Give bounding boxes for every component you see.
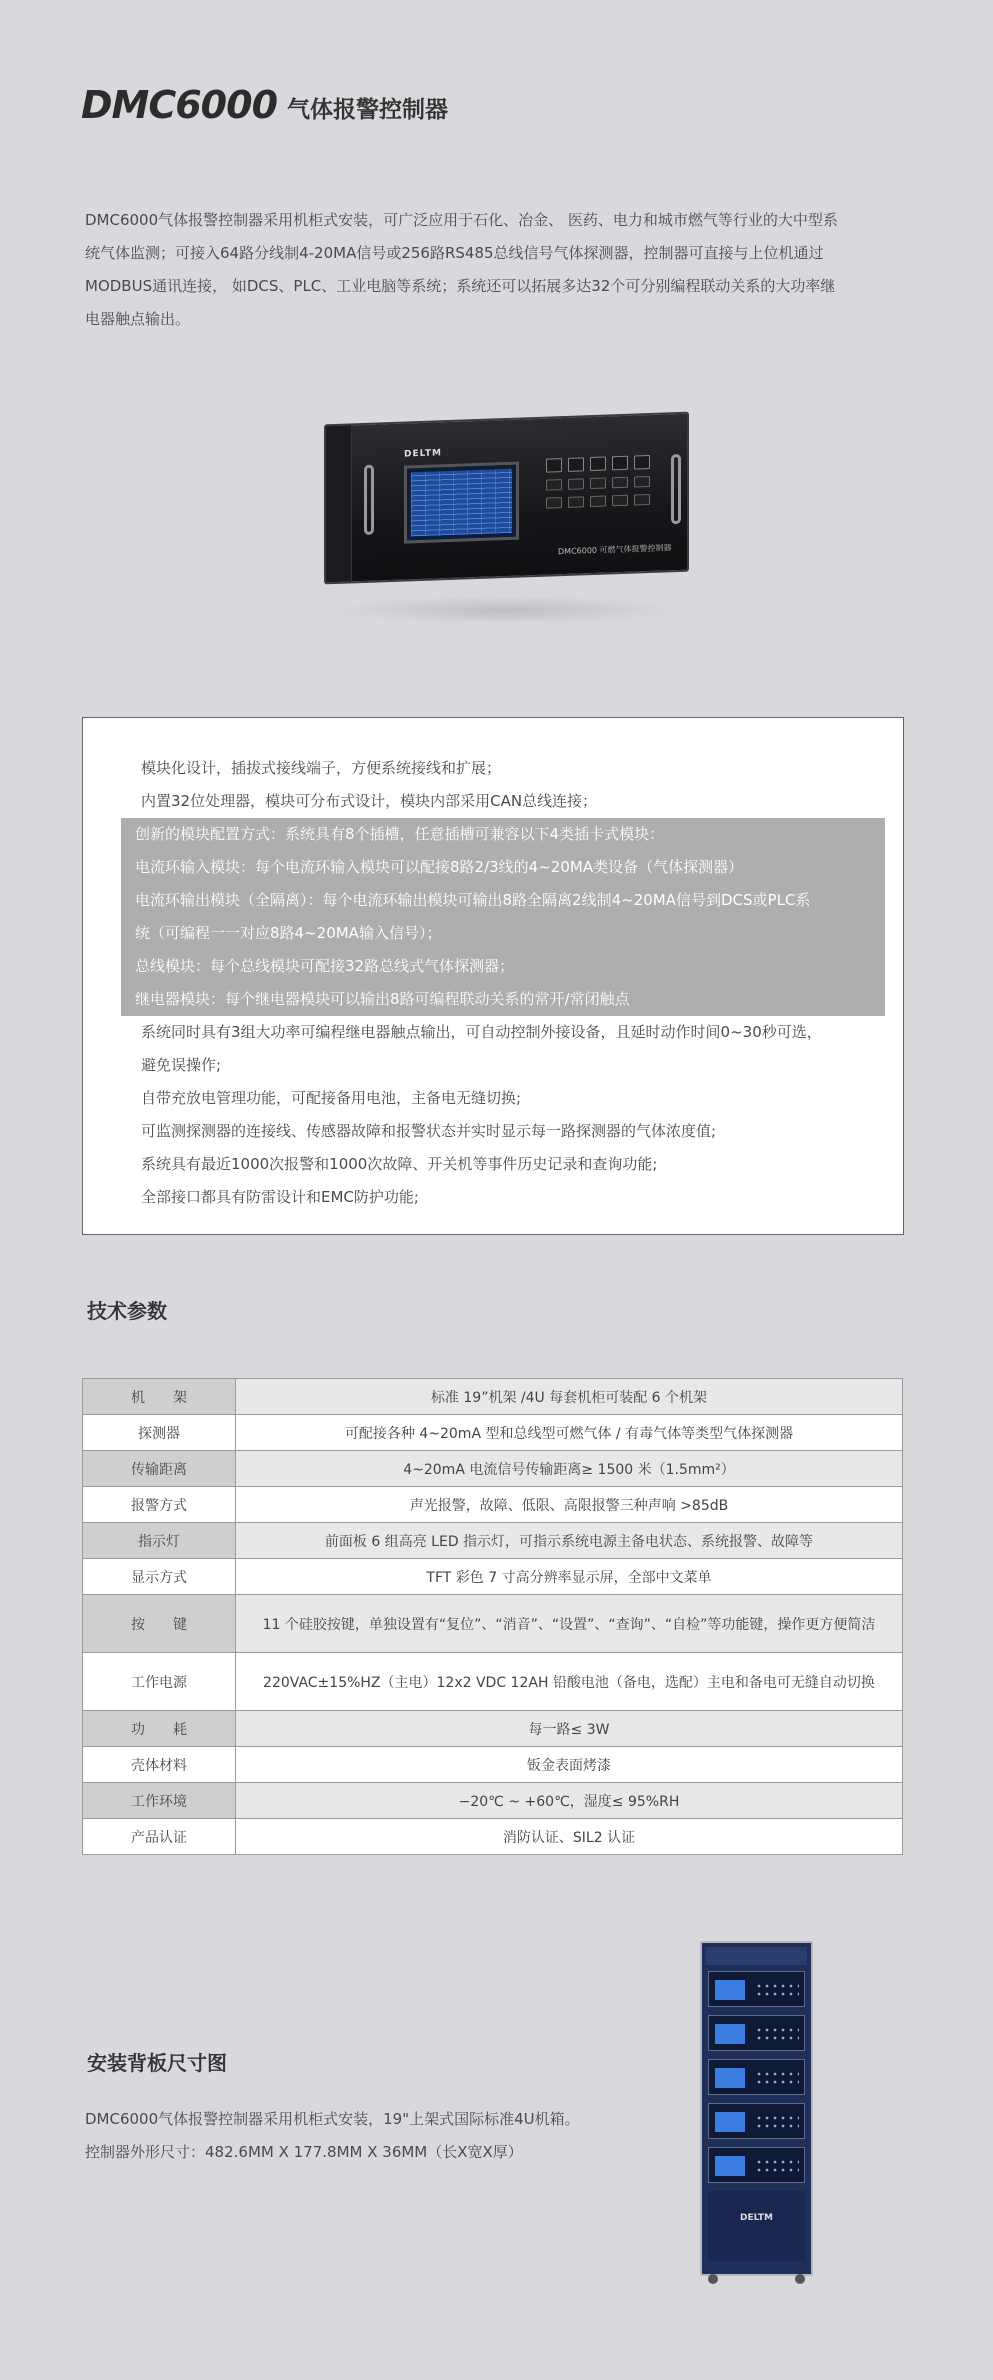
spec-value: 前面板 6 组高亮 LED 指示灯，可指示系统电源主备电状态、系统报警、故障等 [236, 1523, 903, 1559]
spec-key: 工作电源 [83, 1653, 236, 1711]
intro-line: 统气体监测；可接入64路分线制4-20MA信号或256路RS485总线信号气体探测器，控制器可直接与上位机通过 [85, 244, 824, 262]
table-row [83, 1415, 903, 1451]
intro-line: 电器触点输出。 [85, 310, 191, 328]
product-name: 气体报警控制器 [287, 97, 449, 123]
cabinet-brand: DELTM [740, 2213, 773, 2223]
cabinet-product-image [700, 1941, 813, 2276]
spec-value: −20℃ ~ +60℃，湿度≤ 95%RH [236, 1783, 903, 1819]
feature-item: 电流环输入模块：每个电流环输入模块可以配接8路2/3线的4~20MA类设备（气体探测器） [135, 858, 744, 876]
table-row [83, 1559, 903, 1595]
model-name: DMC6000 [81, 83, 278, 127]
controller-front-panel [324, 412, 689, 585]
feature-item: 避免误操作; [141, 1056, 222, 1074]
rack-unit [708, 2059, 805, 2095]
feature-item: 创新的模块配置方式：系统具有8个插槽，任意插槽可兼容以下4类插卡式模块： [135, 825, 665, 843]
spec-key: 机 架 [83, 1379, 236, 1415]
features-box [82, 717, 904, 1235]
spec-value: 可配接各种 4~20mA 型和总线型可燃气体 / 有毒气体等类型气体探测器 [236, 1415, 903, 1451]
device-screen [404, 462, 519, 544]
controller-product-image [316, 396, 696, 626]
intro-paragraph [85, 204, 905, 336]
feature-item: 自带充放电管理功能，可配接备用电池，主备电无缝切换; [141, 1089, 522, 1107]
wheel-icon [795, 2274, 805, 2284]
spec-value: 每一路≤ 3W [236, 1711, 903, 1747]
feature-item: 模块化设计，插拔式接线端子，方便系统接线和扩展； [141, 759, 502, 777]
spec-key: 壳体材料 [83, 1747, 236, 1783]
device-brand: DELTM [404, 448, 442, 460]
table-row [83, 1379, 903, 1415]
feature-item: 可监测探测器的连接线、传感器故障和报警状态并实时显示每一路探测器的气体浓度值; [141, 1122, 717, 1140]
spec-value: 声光报警，故障、低限、高限报警三种声响 >85dB [236, 1487, 903, 1523]
spec-key: 探测器 [83, 1415, 236, 1451]
spec-value: 消防认证、SIL2 认证 [236, 1819, 903, 1855]
wheel-icon [708, 2274, 718, 2284]
spec-table [82, 1378, 903, 1855]
handle-icon [364, 465, 374, 535]
backplate-line: 控制器外形尺寸：482.6MM X 177.8MM X 36MM（长X宽X厚） [85, 2143, 523, 2161]
rack-unit [708, 2015, 805, 2051]
spec-key: 工作环境 [83, 1783, 236, 1819]
feature-item: 系统具有最近1000次报警和1000次故障、开关机等事件历史记录和查询功能; [141, 1155, 658, 1173]
table-row [83, 1747, 903, 1783]
backplate-description [85, 2103, 580, 2169]
spec-key: 按 键 [83, 1595, 236, 1653]
feature-item: 继电器模块：每个继电器模块可以输出8路可编程联动关系的常开/常闭触点 [135, 990, 630, 1008]
spec-key: 报警方式 [83, 1487, 236, 1523]
spec-key: 指示灯 [83, 1523, 236, 1559]
feature-item: 总线模块：每个总线模块可配接32路总线式气体探测器； [135, 957, 515, 975]
spec-value: 220VAC±15%HZ（主电）12x2 VDC 12AH 铅酸电池（备电，选配）主电和备电可无缝自动切换 [236, 1653, 903, 1711]
table-row [83, 1487, 903, 1523]
feature-item: 全部接口都具有防雷设计和EMC防护功能; [141, 1188, 419, 1206]
feature-item: 统（可编程一一对应8路4~20MA输入信号）； [135, 924, 442, 942]
handle-icon [671, 454, 681, 524]
feature-item: 内置32位处理器，模块可分布式设计，模块内部采用CAN总线连接； [141, 792, 598, 810]
table-row [83, 1819, 903, 1855]
spec-value: 标准 19”机架 /4U 每套机柜可装配 6 个机架 [236, 1379, 903, 1415]
page-title [81, 83, 449, 127]
table-row [83, 1595, 903, 1653]
rack-unit [708, 2103, 805, 2139]
spec-key: 功 耗 [83, 1711, 236, 1747]
rack-unit [708, 1971, 805, 2007]
features-list [131, 752, 881, 1214]
table-row [83, 1783, 903, 1819]
intro-line: MODBUS通讯连接， 如DCS、PLC、工业电脑等系统；系统还可以拓展多达32个可分别编程联动关系的大功率继 [85, 277, 836, 295]
rack-unit [708, 2147, 805, 2183]
spec-value: 4~20mA 电流信号传输距离≥ 1500 米（1.5mm²） [236, 1451, 903, 1487]
spec-key: 产品认证 [83, 1819, 236, 1855]
intro-line: DMC6000气体报警控制器采用机柜式安装，可广泛应用于石化、冶金、 医药、电力和城市燃气等行业的大中型系 [85, 211, 838, 229]
module-config-highlight [121, 818, 885, 1016]
spec-value: 11 个硅胶按键，单独设置有“复位”、“消音”、“设置”、“查询”、“自检”等功能键，操作更方便简洁 [236, 1595, 903, 1653]
backplate-line: DMC6000气体报警控制器采用机柜式安装，19"上架式国际标准4U机箱。 [85, 2110, 580, 2128]
backplate-section-title: 安装背板尺寸图 [87, 2051, 227, 2075]
device-keypad [546, 455, 656, 509]
spec-key: 显示方式 [83, 1559, 236, 1595]
table-row [83, 1653, 903, 1711]
feature-item: 电流环输出模块（全隔离）：每个电流环输出模块可输出8路全隔离2线制4~20MA信号到DCS或PLC系 [135, 891, 811, 909]
spec-value: 钣金表面烤漆 [236, 1747, 903, 1783]
spec-value: TFT 彩色 7 寸高分辨率显示屏，全部中文菜单 [236, 1559, 903, 1595]
table-row [83, 1523, 903, 1559]
spec-key: 传输距离 [83, 1451, 236, 1487]
device-panel-label: DMC6000 可燃气体报警控制器 [558, 543, 672, 557]
table-row [83, 1451, 903, 1487]
feature-item: 系统同时具有3组大功率可编程继电器触点输出，可自动控制外接设备，且延时动作时间0~30秒可选， [141, 1023, 822, 1041]
spec-section-title: 技术参数 [87, 1299, 167, 1323]
table-row [83, 1711, 903, 1747]
